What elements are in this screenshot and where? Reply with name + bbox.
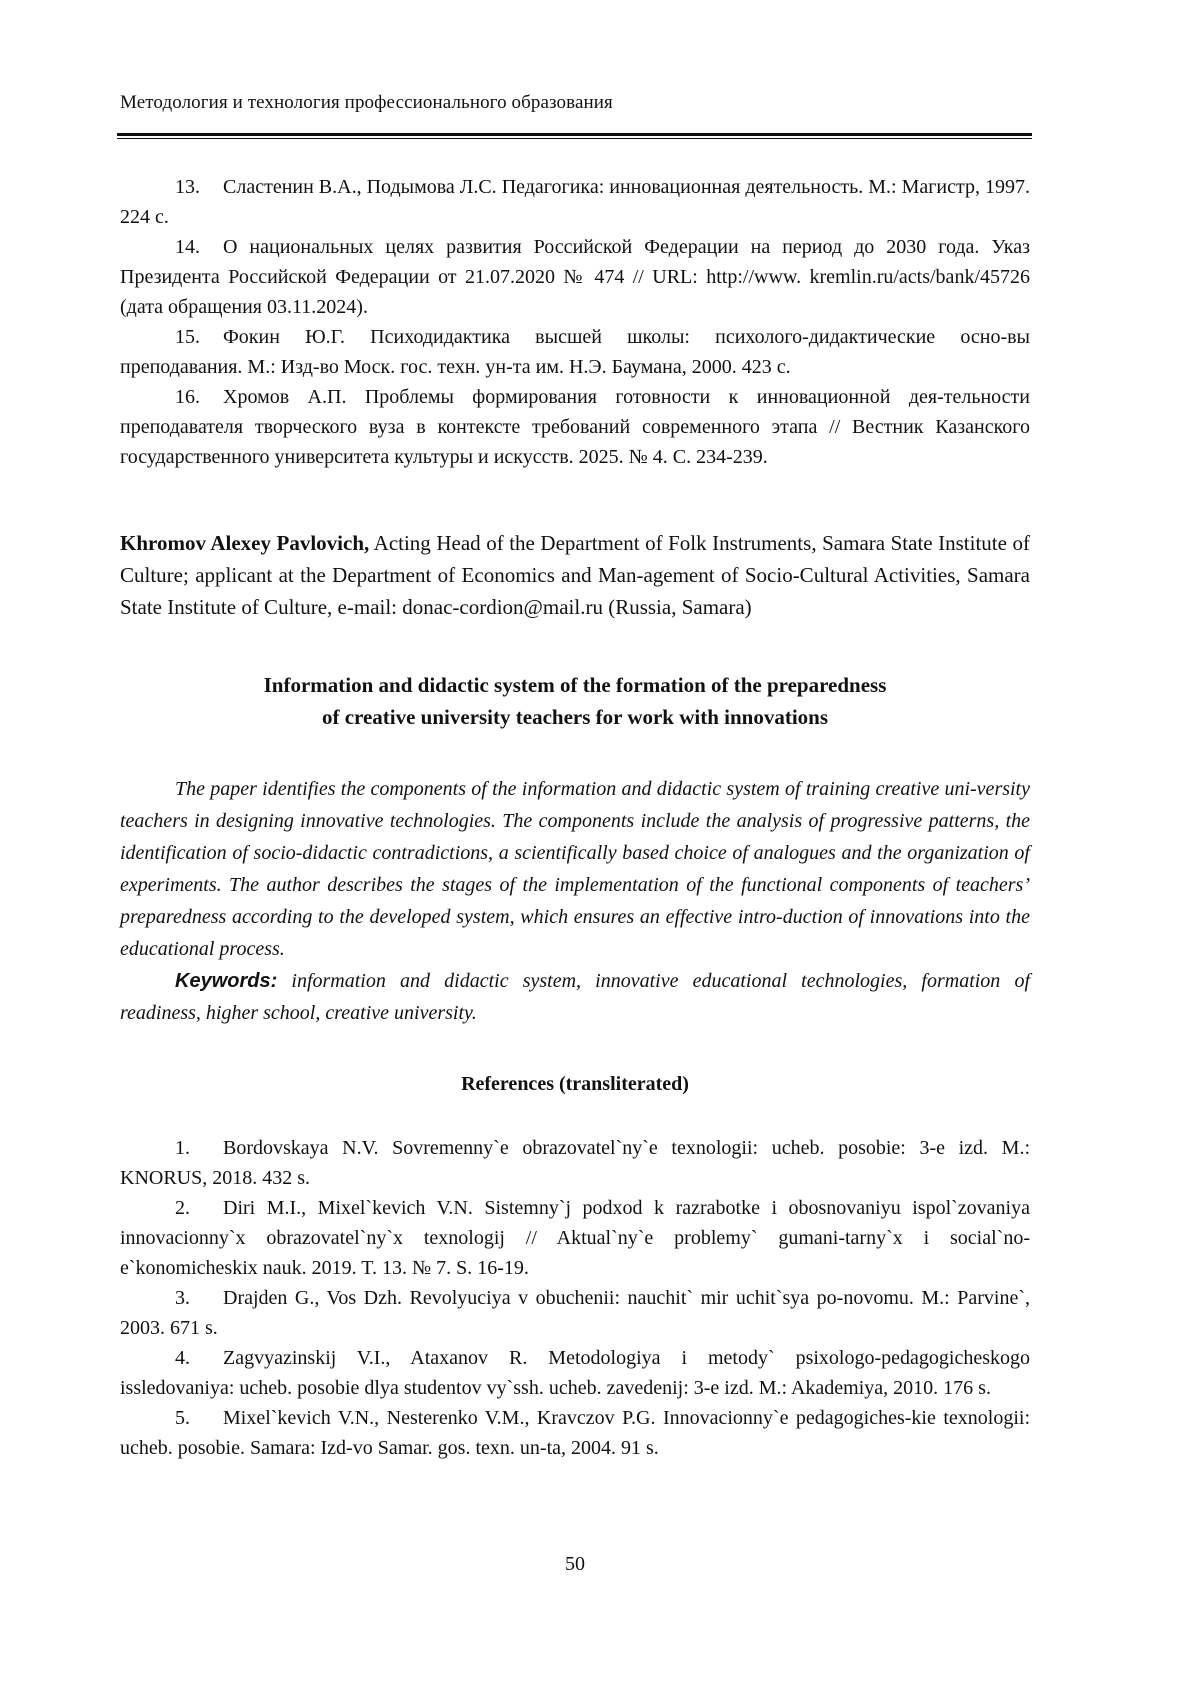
reference-number: 14. — [175, 236, 200, 258]
reference-text: Фокин Ю.Г. Психодидактика высшей школы: психолого-дидактические осно-вы преподавания. М.: Изд-во Моск. гос. техн. ун-та им. Н.Э. Баумана, 2000. 423 с. — [120, 326, 1030, 378]
abstract: The paper identifies the components of the information and didactic system of training creative uni-versity teachers in designing innovative technologies. The components include the analysis of progressive patterns, the identification of socio-didactic contradictions, a scientifically based choice of analogues and the organization of experiments. The author describes the stages of the implementation of the functional components of teachers’ preparedness according to the developed system, which ensures an effective intro-duction of innovations into the educational process. — [120, 778, 1030, 960]
page-body — [120, 172, 1030, 1463]
article-title-line: of creative university teachers for work with innovations — [321, 705, 829, 729]
keywords-text: information and didactic system, innovative educational technologies, formation of readiness, higher school, creative university. — [120, 970, 1031, 1024]
reference-item — [120, 322, 1030, 382]
author-info — [120, 527, 1030, 623]
reference-item — [120, 232, 1030, 322]
reference-item — [120, 172, 1030, 232]
author-details: Acting Head of the Department of Folk Instruments, Samara State Institute of Culture; applicant at the Department of Economics and Man-agement of Socio-Cultural Activities, Samara State Institute of Culture, e-mail: donac-cordion@mail.ru (Russia, Samara) — [120, 531, 1030, 619]
reference-item — [120, 1133, 1030, 1193]
reference-number: 13. — [175, 176, 200, 198]
keywords-label: Keywords: — [175, 970, 278, 992]
references-heading: References (transliterated) — [461, 1073, 689, 1095]
reference-number: 5. — [175, 1407, 190, 1429]
references-translit-list — [120, 1133, 1030, 1463]
reference-text: Zagvyazinskij V.I., Ataxanov R. Metodologiya i metody` psixologo-pedagogicheskogo issledovaniya: ucheb. posobie dlya studentov vy`ssh. ucheb. zavedenij: 3-e izd. M.: Akademiya, 2010. 176 s. — [120, 1347, 1030, 1399]
article-title-line: Information and didactic system of the formation of the preparedness — [263, 673, 887, 697]
reference-number: 1. — [175, 1137, 190, 1159]
reference-item — [120, 382, 1030, 472]
keywords — [120, 965, 1030, 1029]
reference-item — [120, 1343, 1030, 1403]
author-name: Khromov Alexey Pavlovich, — [120, 531, 370, 555]
header-rule-thin — [117, 138, 1032, 139]
reference-text: Mixel`kevich V.N., Nesterenko V.M., Kravczov P.G. Innovacionny`e pedagogiches-kie texnologii: ucheb. posobie. Samara: Izd-vo Samar. gos. texn. un-ta, 2004. 91 s. — [120, 1407, 1030, 1459]
running-header: Методология и технология профессионального образования — [120, 92, 613, 113]
reference-text: Bordovskaya N.V. Sovremenny`e obrazovatel`ny`e texnologii: ucheb. posobie: 3-e izd. M.: KNORUS, 2018. 432 s. — [120, 1137, 1030, 1189]
reference-text: О национальных целях развития Российской Федерации на период до 2030 года. Указ Президента Российской Федерации от 21.07.2020 № 474 // URL: http://www. kremlin.ru/acts/bank/45726 (дата обращения 03.11.2024). — [120, 236, 1030, 318]
reference-text: Diri M.I., Mixel`kevich V.N. Sistemny`j podxod k razrabotke i obosnovaniyu ispol`zovaniya innovacionny`x obrazovatel`ny`x texnologij // Aktual`ny`e problemy` gumani-tarny`x i social`no-e`konomicheskix nauk. 2019. T. 13. № 7. S. 16-19. — [120, 1197, 1030, 1279]
reference-text: Сластенин В.А., Подымова Л.С. Педагогика: инновационная деятельность. М.: Магистр, 1997. 224 с. — [120, 176, 1030, 228]
page-number: 50 — [565, 1553, 585, 1575]
header-rule-thick — [117, 133, 1032, 136]
reference-item — [120, 1193, 1030, 1283]
journal-page — [120, 0, 1030, 1698]
reference-text: Хромов А.П. Проблемы формирования готовности к инновационной дея-тельности преподавателя творческого вуза в контексте требований современного этапа // Вестник Казанского государственного университета культуры и искусств. 2025. № 4. С. 234-239. — [120, 386, 1030, 468]
reference-number: 16. — [175, 386, 200, 408]
references-ru-list — [120, 172, 1030, 472]
reference-item — [120, 1283, 1030, 1343]
reference-number: 4. — [175, 1347, 190, 1369]
reference-number: 3. — [175, 1287, 190, 1309]
reference-number: 2. — [175, 1197, 190, 1219]
article-title — [120, 669, 1030, 733]
reference-item — [120, 1403, 1030, 1463]
reference-number: 15. — [175, 326, 200, 348]
reference-text: Drajden G., Vos Dzh. Revolyuciya v obuchenii: nauchit` mir uchit`sya po-novomu. M.: Parvine`, 2003. 671 s. — [120, 1287, 1030, 1339]
